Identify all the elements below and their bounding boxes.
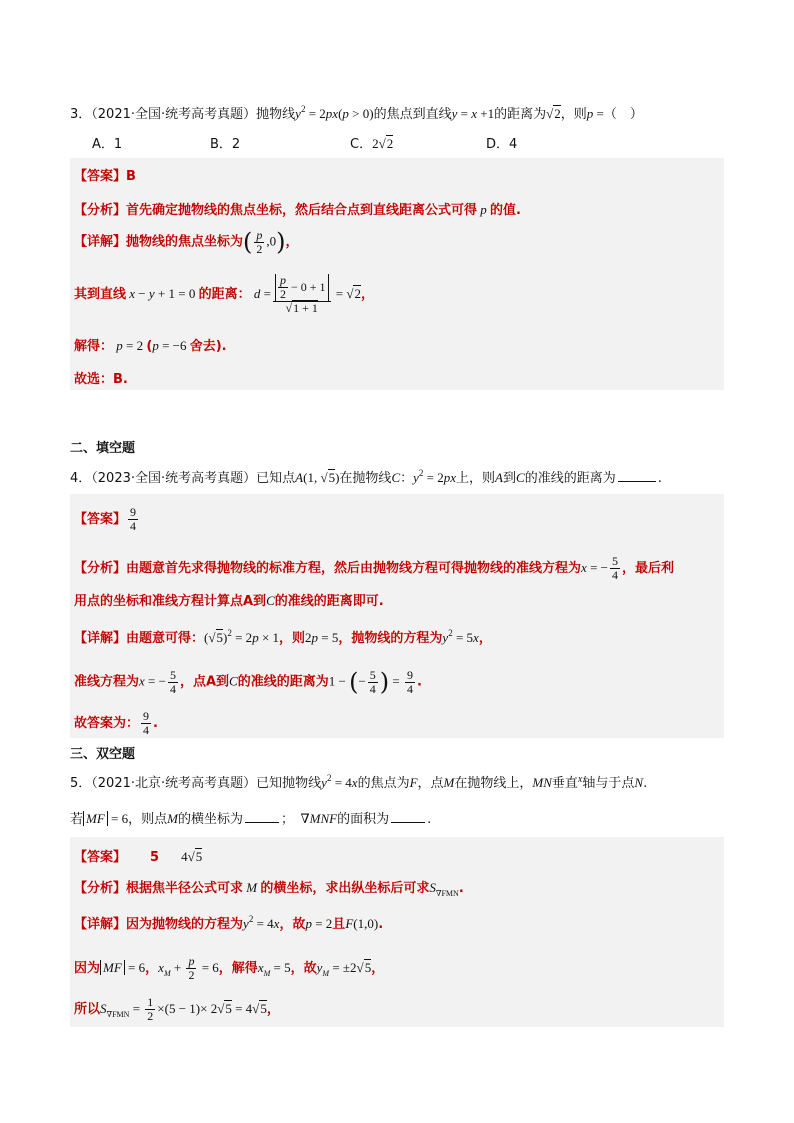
q3-solve: 解得： p = 2 (p = −6 舍去). [74,338,227,354]
q4-directrix: 准线方程为x = − $\frac{5}{4}$ ，点A到C的准线的距离为1 − (− $\frac{5}{4}$ ) = $\frac{9}{4}$ . [74,667,422,696]
q3-detail: 【详解】抛物线的焦点坐标为( $\frac{p}{2}$ ,0)， [74,227,299,256]
q3-distance: 其到直线 x − y + 1 = 0 的距离： d = $\frac{p}{2}$ − 0 + 1 √1 + 1 = √2， [74,273,374,315]
q5-stem: 5．（2021·北京·统考高考真题）已知抛物线$y^2 = 4x$的焦点为F，点M在抛物线上，MN垂直$^x$轴与于点N. [70,773,648,791]
q3-source: （2021·全国·统考高考真题） [91,107,257,122]
q4-solution-box [70,494,724,738]
q4-detail: 【详解】由题意可得：$(√5)^2 = 2p \times 1$，则2p = 5，抛物线的方程为$y^2 = 5x$， [74,628,492,646]
q5-analysis: 【分析】根据焦半径公式可求 M 的横坐标，求出纵坐标后可求$S_{\nabla FMN}$. [74,880,464,898]
q3-number: 3． [70,107,92,122]
q3-analysis: 【分析】首先确定抛物线的焦点坐标，然后结合点到直线距离公式可得 p 的值. [74,202,521,218]
q3-stem: 3．（2021·全国·统考高考真题）抛物线$y^2 = 2px(p > 0)$的焦点到直线y = x +1的距离为√2，则p =（ ） [70,104,643,122]
q5-detail: 【详解】因为抛物线的方程为$y^2 = 4x$，故p = 2且F(1,0). [74,914,384,932]
q5-because: 因为 MF = 6，$x_M$ + $\frac{p}{2}$ = 6，解得$x_M = 5$，故$y_M = \pm 2√5$， [74,954,385,982]
q3-answer: 【答案】B [74,169,136,184]
q3-choice-c: C．2√2 [350,136,394,152]
q4-analysis-cont: 用点的坐标和准线方程计算点A到C的准线的距离即可. [74,593,384,609]
q5-stem-2: 若 MF = 6，则点M的横坐标为 ； ∇MNF的面积为 . [70,811,432,827]
q4-final: 故答案为： $\frac{9}{4}$ . [74,709,158,737]
q3-choice-d: D．4 [486,137,518,152]
q4-stem: 4．（2023·全国·统考高考真题）已知点A(1, √5)在抛物线C：$y^2 = 2px$上，则A到C的准线的距离为 . [70,468,662,486]
q4-analysis: 【分析】由题意首先求得抛物线的标准方程，然后由抛物线方程可得抛物线的准线方程为x = − $\frac{5}{4}$ ，最后利 [74,554,674,582]
q4-answer: 【答案】 $\frac{9}{4}$ [74,505,137,533]
q5-so: 所以$S_{\nabla FMN}$ = $\frac{1}{2}$ ×(5 − 1)× 2√5 = 4√5， [74,995,280,1023]
section-fill-in: 二、填空题 [70,441,136,456]
section-double-blank: 三、双空题 [70,747,136,762]
q5-answer: 【答案】 5 4√5 [74,849,203,865]
q3-choice-b: B．2 [210,137,241,152]
q3-choice-a: A．1 [92,137,123,152]
q3-pick: 故选：B. [74,372,128,387]
